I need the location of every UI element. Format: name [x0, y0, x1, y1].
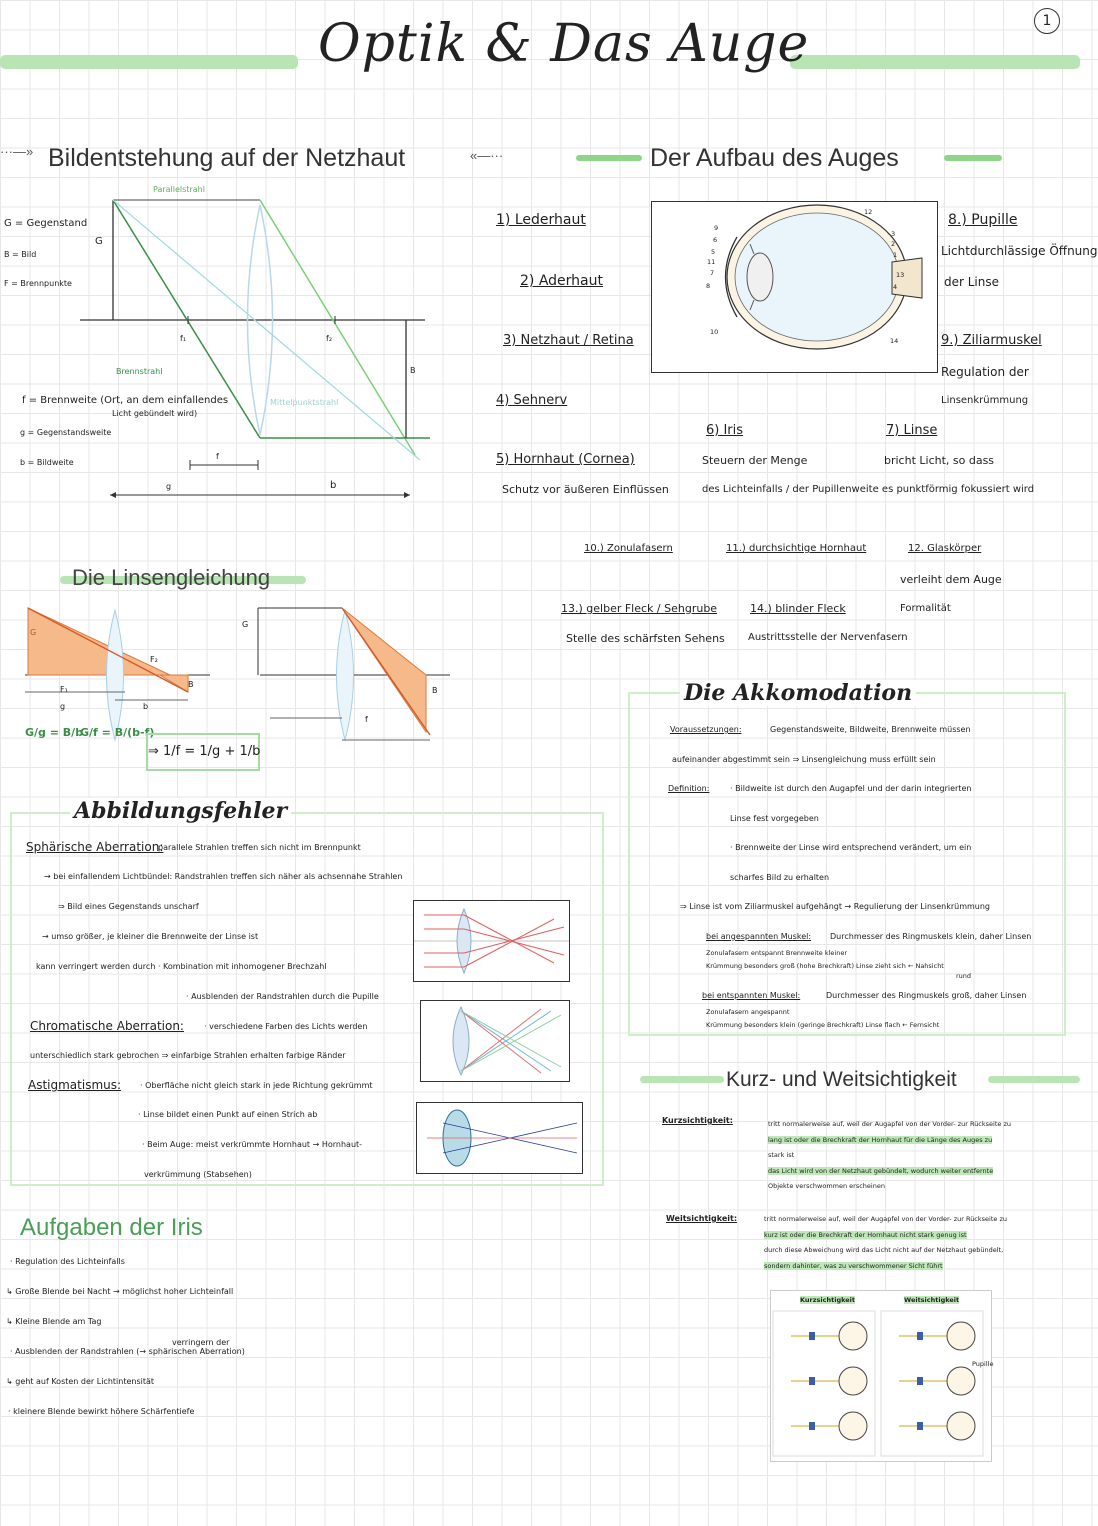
legend-b: B = Bild [4, 250, 37, 259]
ak-l6: scharfes Bild zu erhalten [730, 873, 830, 882]
af-l9b: · Oberfläche nicht gleich stark in jede Richtung gekrümmt [140, 1081, 373, 1090]
le-G1: G [30, 628, 37, 637]
legend-g: G = Gegenstand [4, 218, 88, 229]
ak-l10: Krümmung besonders groß (hohe Brechkraft) Linse zieht sich ← Nahsicht [706, 962, 944, 970]
iris-l4: · Ausblenden der Randstrahlen (→ sphärischen Aberration) [10, 1347, 245, 1356]
spherical-aberration-figure [413, 900, 570, 982]
ak-l8b: Durchmesser des Ringmuskels klein, daher Linsen [830, 932, 1032, 941]
label-pupille: Pupille [972, 1360, 994, 1368]
formula-1: G/g = B/b [25, 726, 84, 739]
eye-num-5: 5 [711, 248, 716, 256]
part-6-desc: Steuern der Menge [702, 454, 808, 467]
part-11: 11.) durchsichtige Hornhaut [726, 543, 867, 554]
af-l8: unterschiedlich stark gebrochen ⇒ einfarbige Strahlen erhalten farbige Ränder [30, 1051, 346, 1060]
le-f: f [365, 715, 368, 724]
ak-l8a: bei angespannten Muskel: [706, 932, 812, 941]
weit-1: tritt normalerweise auf, weil der Augapfel von der Vorder- zur Rückseite zu [764, 1215, 1007, 1223]
part-8-desc1: Lichtdurchlässige Öffnung [941, 244, 1098, 258]
af-l2: → bei einfallendem Lichtbündel: Randstrahlen treffen sich näher als achsennahe Strahlen [44, 872, 403, 881]
astigmatism-figure [416, 1102, 583, 1174]
part-8: 8.) Pupille [948, 212, 1018, 228]
def-b: b = Bildweite [20, 458, 74, 467]
iris-l4a: verringern der [172, 1338, 230, 1347]
eye-num-10: 10 [710, 328, 719, 336]
part-14: 14.) blinder Fleck [750, 602, 846, 615]
abbildungsfehler-heading: Abbildungsfehler [70, 798, 291, 824]
def-f: f = Brennweite (Ort, an dem einfallendes [22, 395, 229, 406]
part-6: 6) Iris [706, 423, 744, 438]
label-parallelstrahl: Parallelstrahl [153, 185, 205, 194]
dots-left: ···—» [0, 144, 34, 159]
eye-num-8: 8 [706, 282, 711, 290]
le-g: g [60, 702, 66, 711]
formula-2: G/f = B/(b-f) [80, 726, 155, 739]
part-9-desc1: Regulation der [941, 365, 1029, 379]
af-l4: → umso größer, je kleiner die Brennweite der Linse ist [42, 932, 259, 941]
eye-num-9: 9 [714, 224, 719, 232]
af-l12: verkrümmung (Stabsehen) [144, 1170, 252, 1179]
part-5-desc: Schutz vor äußeren Einflüssen [502, 483, 669, 496]
part-4: 4) Sehnerv [496, 393, 568, 408]
label-f-dim: f [216, 452, 219, 461]
page-title: Optik & Das Auge [318, 14, 810, 74]
af-l3: ⇒ Bild eines Gegenstands unscharf [58, 902, 199, 911]
le-F2: F₂ [150, 655, 158, 664]
ak-l5: · Brennweite der Linse wird entsprechend verändert, um ein [730, 843, 972, 852]
af-l7a: Chromatische Aberration: [30, 1019, 184, 1033]
eye-num-14: 14 [890, 337, 899, 345]
ak-l3b: · Bildweite ist durch den Augapfel und der darin integrierten [730, 784, 972, 793]
kurz-3: stark ist [768, 1151, 795, 1159]
iris-heading: Aufgaben der Iris [20, 1214, 203, 1241]
part-1: 1) Lederhaut [496, 212, 586, 228]
ak-l12: Zonulafasern angespannt [706, 1008, 790, 1016]
aufbau-bar-right [944, 155, 1002, 161]
sicht-bar-left [640, 1076, 724, 1083]
eye-num-2: 2 [891, 240, 896, 248]
ak-l1a: Voraussetzungen: [670, 725, 742, 734]
part-12-desc2: Formalität [900, 603, 951, 614]
af-l10: · Linse bildet einen Punkt auf einen Strich ab [138, 1110, 318, 1119]
weit-3: durch diese Abweichung wird das Licht nicht auf der Netzhaut gebündelt, [764, 1246, 1004, 1254]
kurz-weit-figure [770, 1290, 992, 1462]
iris-l3: ↳ Kleine Blende am Tag [6, 1317, 102, 1326]
part-14-desc: Austrittsstelle der Nervenfasern [748, 632, 908, 643]
title-bar-right [790, 55, 1080, 69]
part-13: 13.) gelber Fleck / Sehgrube [561, 602, 718, 615]
akkommodation-box [628, 692, 1066, 1036]
iris-l2: ↳ Große Blende bei Nacht → möglichst hoher Lichteinfall [6, 1287, 234, 1296]
ak-l1b: Gegenstandsweite, Bildweite, Brennweite müssen [770, 725, 971, 734]
kurz-label: Kurzsichtigkeit: [662, 1116, 733, 1125]
title-bar-left [0, 55, 298, 69]
kurz-5: Objekte verschwommen erscheinen [768, 1182, 885, 1190]
eye-num-3: 3 [891, 230, 896, 238]
part-12-desc1: verleiht dem Auge [900, 573, 1002, 586]
af-l1a: Sphärische Aberration: [26, 840, 164, 854]
ak-l9: Zonulafasern entspannt Brennweite kleiner [706, 949, 848, 957]
label-g-dim: g [166, 482, 172, 491]
eye-num-1: 1 [893, 251, 898, 259]
page-number: 1 [1034, 8, 1060, 34]
label-G: G [95, 236, 103, 247]
iris-l6: · kleinere Blende bewirkt höhere Schärfentiefe [8, 1407, 195, 1416]
af-l6: · Ausblenden der Randstrahlen durch die Pupille [186, 992, 379, 1001]
col-kurz: Kurzsichtigkeit [800, 1296, 855, 1304]
label-b-dim: b [330, 480, 337, 491]
kurz-4: das Licht wird von der Netzhaut gebündelt, wodurch weiter entfernte [768, 1167, 994, 1175]
chromatic-aberration-figure [420, 1000, 570, 1082]
legend-f: F = Brennpunkte [4, 279, 72, 288]
kurz-1: tritt normalerweise auf, weil der Augapfel von der Vorder- zur Rückseite zu [768, 1120, 1011, 1128]
label-brennstrahl: Brennstrahl [116, 367, 163, 376]
weit-4: sondern dahinter, was zu verschwommener Sicht führt [764, 1262, 943, 1270]
ak-l3a: Definition: [668, 784, 710, 793]
aufbau-heading: Der Aufbau des Auges [650, 144, 899, 172]
eye-num-4: 4 [893, 283, 898, 291]
part-3: 3) Netzhaut / Retina [503, 333, 634, 348]
weit-label: Weitsichtigkeit: [666, 1214, 738, 1223]
ak-l13: Krümmung besonders klein (geringe Brechkraft) Linse flach ← Fernsicht [706, 1021, 940, 1029]
bildentstehung-heading: Bildentstehung auf der Netzhaut [48, 144, 406, 172]
part-7-desc: bricht Licht, so dass [884, 454, 995, 467]
eye-num-12: 12 [864, 208, 873, 216]
part-12: 12. Glaskörper [908, 543, 982, 554]
sicht-bar-right [988, 1076, 1080, 1083]
weit-2: kurz ist oder die Brechkraft der Hornhaut nicht stark genug ist [764, 1231, 967, 1239]
formula-result: ⇒ 1/f = 1/g + 1/b [146, 733, 260, 771]
linsen-heading: Die Linsengleichung [72, 565, 271, 590]
le-B2: B [432, 686, 438, 695]
akkommodation-heading: Die Akkomodation [680, 680, 916, 706]
ak-l10b: rund [956, 972, 972, 980]
part-5: 5) Hornhaut (Cornea) [496, 452, 635, 467]
part-13-desc: Stelle des schärfsten Sehens [566, 632, 725, 645]
def-f2: Licht gebündelt wird) [112, 409, 198, 418]
part-9-desc2: Linsenkrümmung [941, 395, 1029, 406]
sicht-heading: Kurz- und Weitsichtigkeit [726, 1068, 957, 1091]
part-7: 7) Linse [886, 423, 938, 438]
image-formation-diagram [80, 180, 440, 510]
part-67-desc: des Lichteinfalls / der Pupillenweite es punktförmig fokussiert wird [702, 484, 1035, 495]
ak-l11a: bei entspannten Muskel: [702, 991, 801, 1000]
dots-right: «—··· [470, 148, 504, 163]
ak-l2: aufeinander abgestimmt sein ⇒ Linsengleichung muss erfüllt sein [672, 755, 936, 764]
aufbau-bar-left [576, 155, 642, 161]
ak-l4: Linse fest vorgegeben [730, 814, 819, 823]
ak-l7: ⇒ Linse ist vom Ziliarmuskel aufgehängt → Regulierung der Linsenkrümmung [680, 902, 990, 911]
label-B: B [410, 366, 416, 375]
part-9: 9.) Ziliarmuskel [941, 333, 1042, 348]
af-l11: · Beim Auge: meist verkrümmte Hornhaut → Hornhaut- [142, 1140, 363, 1149]
af-l7b: · verschiedene Farben des Lichts werden [204, 1022, 368, 1031]
le-G2: G [242, 620, 249, 629]
le-B1: B [188, 680, 194, 689]
col-weit: Weitsichtigkeit [904, 1296, 960, 1304]
label-mittelpunktstrahl: Mittelpunktstrahl [270, 398, 339, 407]
eye-num-6: 6 [713, 236, 718, 244]
af-l9a: Astigmatismus: [28, 1078, 122, 1092]
iris-l5: ↳ geht auf Kosten der Lichtintensität [6, 1377, 155, 1386]
def-g: g = Gegenstandsweite [20, 428, 112, 437]
le-b: b [143, 702, 149, 711]
eye-num-11: 11 [707, 258, 716, 266]
kurz-2: lang ist oder die Brechkraft der Hornhaut für die Länge des Auges zu [768, 1136, 993, 1144]
part-2: 2) Aderhaut [520, 273, 603, 289]
af-l1b: parallele Strahlen treffen sich nicht im Brennpunkt [158, 843, 361, 852]
eye-num-13: 13 [896, 271, 905, 279]
part-10: 10.) Zonulafasern [584, 543, 673, 554]
le-F1: F₁ [60, 685, 68, 694]
eye-num-7: 7 [710, 269, 715, 277]
label-f1: f₁ [180, 334, 187, 343]
iris-l1: · Regulation des Lichteinfalls [10, 1257, 125, 1266]
label-f2: f₂ [326, 334, 333, 343]
ak-l11b: Durchmesser des Ringmuskels groß, daher Linsen [826, 991, 1027, 1000]
part-8-desc2: der Linse [944, 275, 1000, 289]
af-l5: kann verringert werden durch · Kombination mit inhomogener Brechzahl [36, 962, 327, 971]
